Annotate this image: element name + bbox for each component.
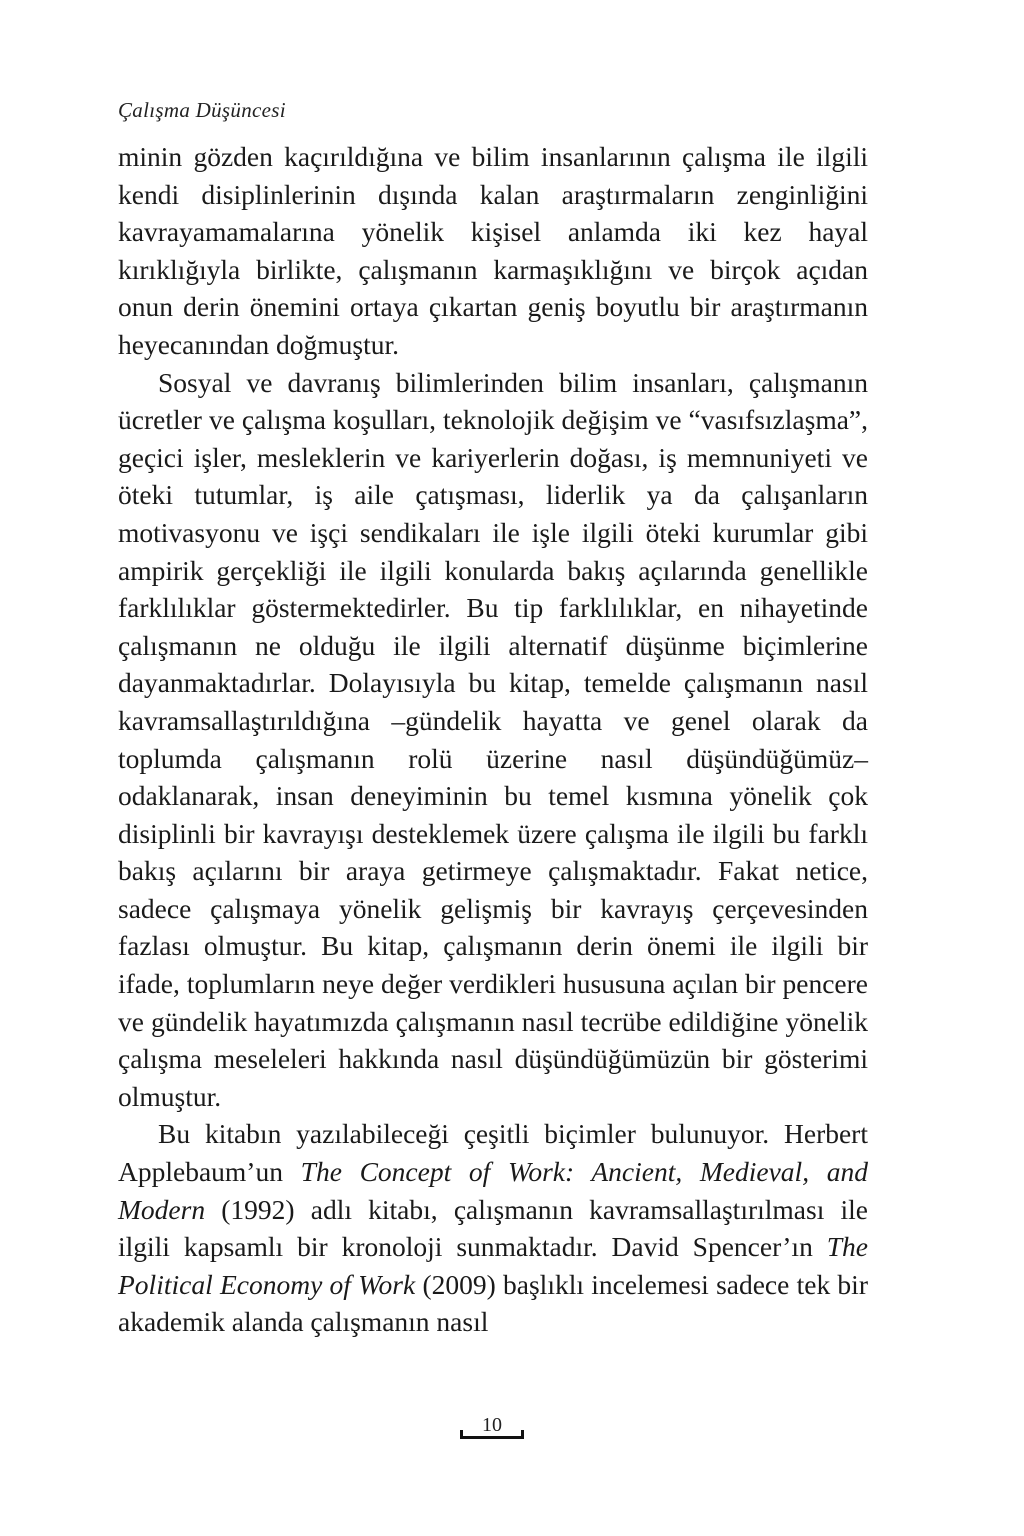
book-title-spencer: The Political Economy of Work (118, 1231, 869, 1300)
paragraph-3-part-a: Bu kitabın yazılabileceği çeşitli biçimler bulunuyor. Herbert Applebaum’un (118, 1118, 868, 1188)
body-text (118, 138, 868, 1341)
paragraph-1: minin gözden kaçırıldığına ve bilim insanlarının çalışma ile ilgili kendi disiplinlerinin dışında kalan araştırmaların zenginliğini kavrayamamalarına yönelik kişisel anlamda iki kez hayal kırıklığıyla birlikte, çalışmanın karmaşıklığını ve birçok açıdan onun derin önemini ortaya çıkartan geniş boyutlu bir araştırmanın heyecanından doğmuştur. (118, 141, 868, 360)
paragraph-2: Sosyal ve davranış bilimlerinden bilim insanları, çalışmanın ücretler ve çalışma koşulları, teknolojik değişim ve “vasıfsızlaşma”, geçici işler, mesleklerin ve kariyerlerin doğası, iş memnuniyeti ve öteki tutumlar, iş aile çatışması, liderlik ya da çalışanların motivasyonu ve işçi sendikaları ile işle ilgili öteki kurumlar gibi ampirik gerçekliği ile ilgili konularda bakış açılarında genellikle farklılıklar göstermektedirler. Bu tip farklılıklar, en nihayetinde çalışmanın ne olduğu ile ilgili alternatif düşünme biçimlerine dayanmaktadırlar. Dolayısıyla bu kitap, temelde çalışmanın nasıl kavramsallaştırıldığına –gündelik hayatta ve genel olarak da toplumda çalışmanın rolü üzerine nasıl düşündüğümüz– odaklanarak, insan deneyiminin bu temel kısmına yönelik çok disiplinli bir kavrayışı desteklemek üzere çalışma ile ilgili bu farklı bakış açılarını bir araya getirmeye çalışmaktadır. Fakat netice, sadece çalışmaya yönelik gelişmiş bir kavrayış çerçevesinden fazlası olmuştur. Bu kitap, çalışmanın derin önemi ile ilgili bir ifade, toplumların neye değer verdikleri hususuna açılan bir pencere ve gündelik hayatımızda çalışmanın nasıl tecrübe edildiğine yönelik çalışma meseleleri hakkında nasıl düşündüğümüzün bir gösterimi olmuştur. (118, 366, 868, 1112)
book-title-applebaum: The Concept of Work: Ancient, Medieval, and Modern (118, 1156, 868, 1225)
running-head: Çalışma Düşüncesi (118, 98, 286, 122)
paragraph-3-part-b: (1992) adlı kitabı, çalışmanın kavramsallaştırılması ile ilgili kapsamlı bir kronoloji sunmaktadır. David Spencer’ın (118, 1193, 868, 1263)
page-number-rule (460, 1436, 524, 1439)
paragraph-3 (118, 1115, 868, 1341)
page-number: 10 (482, 1414, 502, 1436)
paragraph-3-part-c: (2009) başlıklı incelemesi sadece tek bir akademik alanda çalışmanın nasıl (118, 1268, 868, 1338)
